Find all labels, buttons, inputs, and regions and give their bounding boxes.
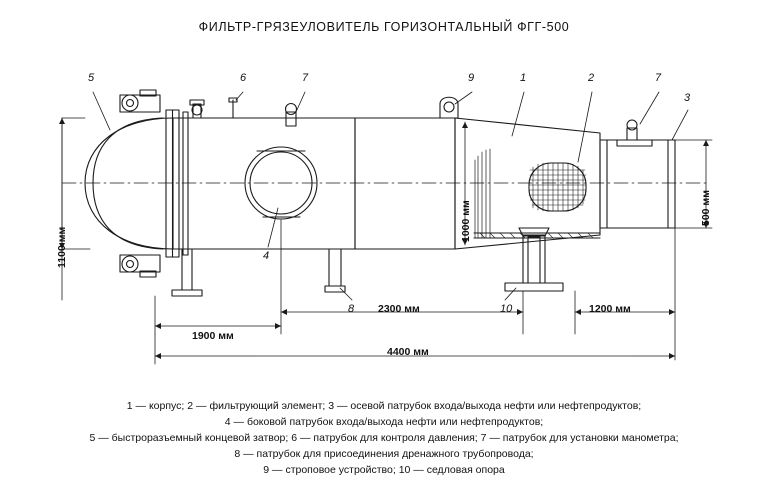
left-support-base [172,290,202,296]
filter-mesh-hatch [529,163,586,211]
page-title: ФИЛЬТР-ГРЯЗЕУЛОВИТЕЛЬ ГОРИЗОНТАЛЬНЫЙ ФГГ-500 [198,20,570,34]
legend-line-4: 8 — патрубок для присоединения дренажного трубопровода; [234,448,534,460]
vessel-body-mid [355,118,455,249]
axial-nozzle-3 [600,140,675,228]
callout-10: 10 [500,303,513,315]
callout-2: 2 [588,72,595,84]
hinge-bottom-pivot [122,256,138,272]
drain-flange-8 [325,286,345,292]
right-nozzle-flange [617,140,652,146]
hinge-top-pivot [122,95,138,111]
callout-7-left: 7 [302,72,309,84]
callout-9: 9 [468,72,475,84]
dim-len-total: 4400 мм [387,346,429,358]
dim-height-right: 500 мм [700,190,712,226]
hinge-top-pin [127,100,134,107]
dim-len-2300: 2300 мм [378,303,420,315]
dim-len-1900: 1900 мм [192,330,234,342]
saddle-support-10-inner [528,237,540,283]
callout-7-right: 7 [655,72,662,84]
callout-8: 8 [348,303,355,315]
legend-line-1: 1 — корпус; 2 — фильтрующий элемент; 3 — осевой патрубок входа/выхода нефти или нефтепродуктов; [126,400,642,412]
dimension-lines [59,118,712,364]
dim-height-mid: 1000 мм [460,200,472,242]
dim-len-1200: 1200 мм [589,303,631,315]
hinge-bottom-pin [127,261,134,268]
left-head-inner [93,118,163,249]
bolt-ring-caps [183,112,188,255]
saddle-base-10 [505,283,563,291]
drain-nozzle-8 [329,249,341,286]
legend-line-2: 4 — боковой патрубок входа/выхода нефти или нефтепродуктов; [224,416,544,428]
callout-3: 3 [684,92,691,104]
manometer-gauge-7-left [286,104,297,115]
callout-6: 6 [240,72,247,84]
callout-1: 1 [520,72,527,84]
lifting-lug-hole-9 [444,102,454,112]
legend-line-5: 9 — строповое устройство; 10 — седловая опора [263,464,505,476]
vessel-body-left [173,118,355,249]
callout-4: 4 [263,250,270,262]
legend [40,398,728,478]
dim-height-left: 1100 мм [56,226,68,268]
legend-line-3: 5 — быстроразъемный концевой затвор; 6 — патрубок для контроля давления; 7 — патрубок для установки манометра; [89,432,679,444]
lifting-lug-9 [440,97,458,118]
callout-5: 5 [88,72,95,84]
left-head-dome [85,118,173,249]
cone-inner-hatch [475,149,490,238]
